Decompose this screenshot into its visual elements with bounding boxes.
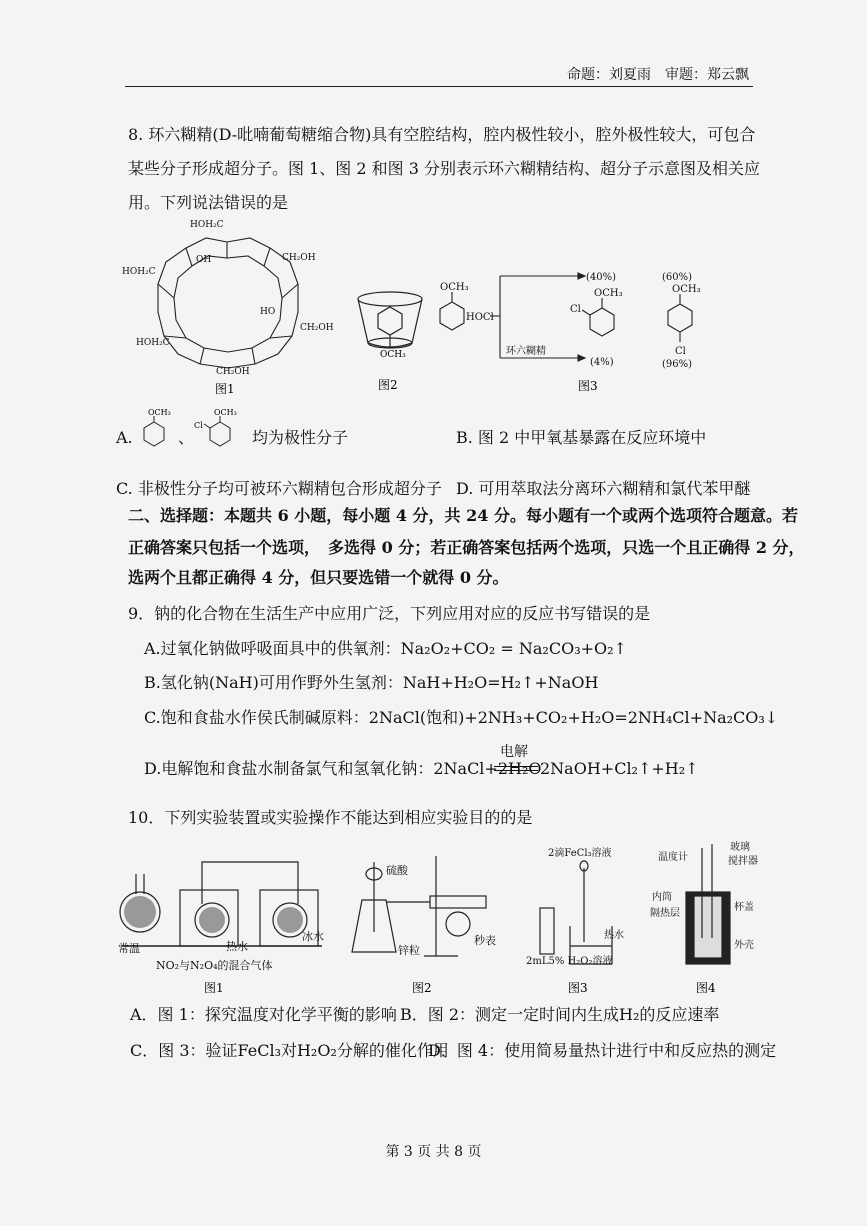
question-8-stem: 8. 环六糊精(D-吡喃葡萄糖缩合物)具有空腔结构，腔内极性较小，腔外极性较大，可包合某些分子形成超分子。图 1、图 2 和图 3 分别表示环六糊精结构、超分子示意图及相关应用。下列说法错误的是 (128, 125, 760, 212)
q10-fig1-ice-water: 冰水 (302, 930, 324, 943)
q10-fig4-inner: 内筒 (652, 892, 672, 903)
q10-fig2-timer: 秒表 (474, 934, 496, 947)
q9-double-arrow (494, 766, 538, 771)
fig1-group-6: CH₂OH (216, 367, 250, 377)
q10-option-a: A．图 1：探究温度对化学平衡的影响 (130, 1005, 397, 1024)
q10-fig3-hot: 热水 (604, 930, 624, 941)
chloroanisole-cl: Cl (194, 421, 203, 430)
q10-fig2-acid: 硫酸 (386, 864, 408, 877)
fig1-group-2: HOH₂C (122, 267, 156, 277)
chloroanisole-structure-icon (194, 408, 244, 448)
fig3-caption: 图3 (578, 379, 598, 393)
q8-option-a-text: 均为极性分子 (252, 428, 349, 447)
q10-fig4-insulation: 隔热层 (650, 908, 680, 919)
q10-figure-4-calorimeter (650, 838, 765, 998)
anisole-och3: OCH₃ (148, 408, 171, 417)
q10-option-c: C．图 3：验证FeCl₃对H₂O₂分解的催化作用 (130, 1041, 449, 1060)
q9-option-c: C.饱和食盐水作侯氏制碱原料：2NaCl(饱和)+2NH₃+CO₂+H₂O=2NH₄Cl+Na₂CO₃↓ (144, 708, 779, 727)
fig2-caption: 图2 (378, 378, 398, 392)
q9-option-d-condition: 电解 (500, 744, 528, 760)
section-2-line-1: 二、选择题：本题共 6 小题，每小题 4 分，共 24 分。每小题有一个或两个选项符合题意。若 (128, 506, 798, 525)
q8-option-a-sep: 、 (178, 428, 195, 447)
q10-fig4-lid: 杯盖 (734, 902, 754, 913)
q10-fig1-gas: NO₂与N₂O₄的混合气体 (156, 959, 273, 972)
section-2-line-2: 正确答案只包括一个选项， 多选得 0 分；若正确答案包括两个选项，只选一个且正确得 2 分， (128, 538, 805, 557)
header-rule (125, 86, 753, 87)
fig3-catalyst: 环六糊精 (506, 346, 546, 357)
q8-option-b: B. 图 2 中甲氧基暴露在反应环境中 (456, 428, 707, 447)
anisole-structure-icon (138, 408, 178, 448)
q8-figure-1-cyclodextrin (120, 212, 335, 397)
fig3-reactant-och3: OCH₃ (440, 282, 469, 293)
fig3-para-bottom: (96%) (662, 359, 693, 370)
fig3-hocl: HOCl (466, 312, 494, 323)
q10-fig4-stirrer-2: 搅拌器 (728, 856, 758, 867)
q10-fig4-thermometer: 温度计 (658, 852, 688, 863)
q10-fig3-caption: 图3 (568, 981, 588, 995)
q10-figure-2-apparatus (340, 852, 510, 998)
q8-option-c: C. 非极性分子均可被环六糊精包合形成超分子 (116, 479, 442, 498)
q9-option-d-prefix: D.电解饱和食盐水制备氯气和氢氧化钠：2NaCl+2H₂O (144, 759, 542, 778)
q9-option-b: B.氢化钠(NaH)可用作野外生氢剂：NaH+H₂O=H₂↑+NaOH (144, 673, 599, 692)
page-header: 命题：刘夏雨 审题：郑云飘 (567, 67, 749, 83)
fig1-group-1: HOH₂C (190, 220, 224, 230)
q10-fig4-shell: 外壳 (734, 940, 754, 951)
fig1-group-5: CH₂OH (300, 323, 334, 333)
q8-figure-3-reaction (430, 262, 730, 397)
q10-fig3-drops: 2滴FeCl₃溶液 (548, 848, 612, 859)
page-footer: 第 3 页 共 8 页 (385, 1144, 482, 1160)
fig3-para-top: (60%) (662, 272, 693, 283)
fig3-ortho-cl: Cl (570, 304, 581, 315)
question-9-stem: 9．钠的化合物在生活生产中应用广泛，下列应用对应的反应书写错误的是 (128, 604, 651, 623)
q10-fig4-stirrer-1: 玻璃 (730, 842, 750, 853)
q10-figure-3-apparatus (520, 838, 640, 998)
fig2-och3: OCH₃ (380, 350, 406, 360)
question-10-stem: 10．下列实验装置或实验操作不能达到相应实验目的的是 (128, 808, 533, 827)
fig1-group-4: CH₂OH (282, 253, 316, 263)
fig3-para-och3: OCH₃ (672, 284, 701, 295)
fig3-ortho-och3: OCH₃ (594, 288, 623, 299)
q9-option-a: A.过氧化钠做呼吸面具中的供氧剂：Na₂O₂+CO₂ = Na₂CO₃+O₂↑ (144, 639, 627, 658)
q10-option-b: B．图 2：测定一定时间内生成H₂的反应速率 (400, 1005, 720, 1024)
fig3-ortho-bottom: (4%) (590, 357, 614, 368)
fig1-group-3: HOH₂C (136, 338, 170, 348)
q8-option-a-label: A. (116, 428, 133, 447)
fig3-para-cl: Cl (675, 346, 686, 357)
fig1-group-7: OH (196, 255, 212, 265)
q10-option-d: D．图 4：使用简易量热计进行中和反应热的测定 (428, 1041, 777, 1060)
section-2-line-3: 选两个且都正确得 4 分，但只要选错一个就得 0 分。 (128, 568, 509, 587)
q9-option-d-suffix: 2NaOH+Cl₂↑+H₂↑ (540, 759, 699, 778)
q10-fig3-solution: 2mL5% H₂O₂溶液 (526, 956, 613, 967)
q10-fig1-room-temp: 常温 (118, 942, 140, 955)
q10-fig4-caption: 图4 (696, 981, 716, 995)
q10-figure-1-apparatus (112, 852, 342, 998)
q8-figure-2-supramolecule (350, 285, 430, 397)
fig1-group-8: HO (260, 307, 276, 317)
q10-fig1-hot-water: 热水 (226, 940, 248, 953)
fig1-caption: 图1 (215, 382, 235, 396)
q8-option-d: D. 可用萃取法分离环六糊精和氯代苯甲醚 (456, 479, 751, 498)
chloroanisole-och3: OCH₃ (214, 408, 237, 417)
q10-fig2-zinc: 锌粒 (398, 944, 420, 957)
fig3-ortho-top: (40%) (586, 272, 617, 283)
q10-fig2-caption: 图2 (412, 981, 432, 995)
q10-fig1-caption: 图1 (204, 981, 224, 995)
